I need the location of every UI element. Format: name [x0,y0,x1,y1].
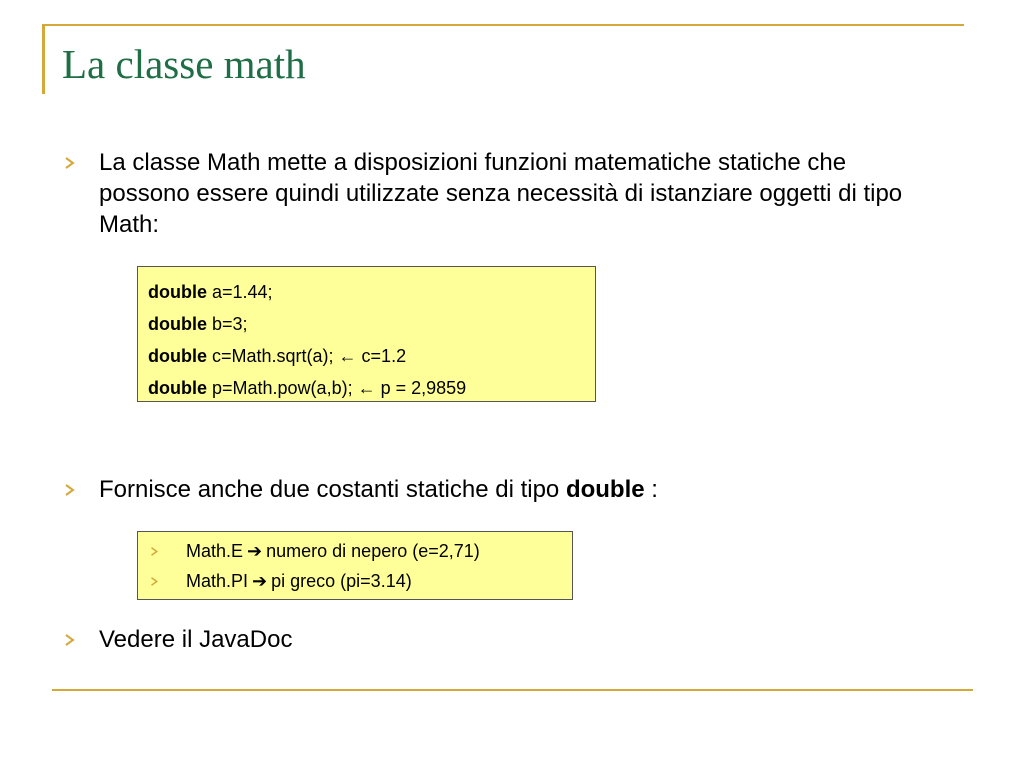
bullet-item [62,624,942,655]
chevron-right-icon [62,147,99,178]
arrow-right-icon: ➔ [247,541,263,561]
code-text: a=1.44; [207,282,273,302]
bullet-item [62,474,942,505]
constant-item [148,566,572,596]
slide-title: La classe math [62,41,306,87]
arrow-left-icon: ← [338,346,357,366]
code-line [148,340,595,372]
chevron-right-icon [148,566,186,596]
code-box [137,266,596,402]
bottom-divider [52,689,973,691]
bullet-text-part: Fornisce anche due costanti statiche di tipo [99,476,566,503]
code-keyword: double [148,378,207,398]
constants-box [137,531,573,600]
code-line [148,308,595,340]
bullet-text [99,474,658,505]
constant-desc: numero di nepero (e=2,71) [266,541,480,561]
constant-name: Math.E [186,541,244,561]
chevron-right-icon [62,624,99,655]
chevron-right-icon [62,474,99,505]
code-text: b=3; [207,314,248,334]
bullet-text: Vedere il JavaDoc [99,626,293,653]
constant-name: Math.PI [186,571,249,591]
bullet-item [62,147,942,240]
bullet-text-bold: double [565,476,645,503]
code-result: c=1.2 [356,346,407,366]
bullet-text-suffix: : [644,476,658,503]
frame-top-line [42,24,964,26]
frame-vertical-line [42,24,45,94]
arrow-left-icon: ← [357,378,376,398]
code-result: p = 2,9859 [375,378,467,398]
arrow-right-icon: ➔ [252,571,268,591]
constant-item [148,536,572,566]
bullet-text: La classe Math mette a disposizioni funzioni matematiche statiche che possono essere quindi utilizzate senza necessità di istanziare oggetti di tipo Math: [99,149,903,238]
code-keyword: double [148,282,207,302]
code-keyword: double [148,346,207,366]
code-line [148,276,595,308]
constant-desc: pi greco (pi=3.14) [271,571,412,591]
code-text: c=Math.sqrt(a); [207,346,339,366]
code-line [148,372,595,404]
code-text: p=Math.pow(a,b); [207,378,358,398]
chevron-right-icon [148,536,186,566]
code-keyword: double [148,314,207,334]
